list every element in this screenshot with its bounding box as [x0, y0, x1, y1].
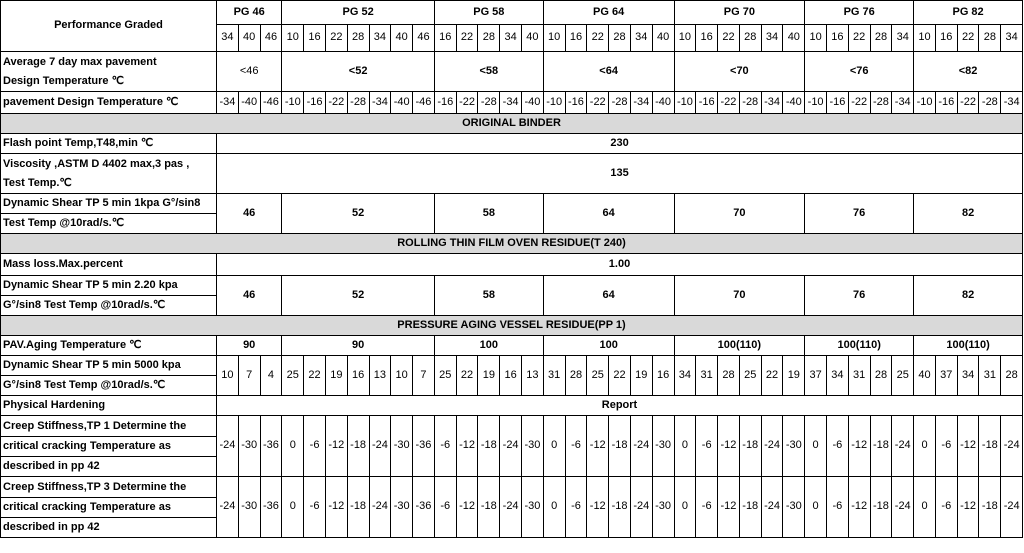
- temp-cell: -40: [522, 92, 544, 114]
- temp-cell: 31: [696, 356, 718, 396]
- temp-cell: -18: [609, 477, 631, 538]
- temp-cell: -6: [565, 477, 587, 538]
- grade-cell: 100(110): [805, 336, 914, 356]
- grade-cell: 64: [543, 194, 674, 234]
- grade-temp: 40: [652, 25, 674, 52]
- label-line: Test Temp.℃: [3, 176, 72, 189]
- temp-cell: -24: [217, 416, 239, 477]
- grade-temp: 10: [914, 25, 936, 52]
- label-line: Creep Stiffness,TP 1 Determine the: [1, 417, 216, 437]
- temp-cell: -30: [391, 477, 413, 538]
- temp-cell: -18: [347, 477, 369, 538]
- row-label: [1, 477, 217, 538]
- grade-temp: 10: [805, 25, 827, 52]
- label-line: G°/sin8 Test Temp @10rad/s.℃: [3, 299, 166, 311]
- temp-cell: -18: [979, 416, 1001, 477]
- label-line: G°/sin8 Test Temp @10rad/s.℃: [3, 379, 166, 391]
- temp-cell: 0: [674, 477, 696, 538]
- temp-cell: -12: [957, 477, 979, 538]
- row-label: Physical Hardening: [1, 396, 217, 416]
- temp-cell: -28: [609, 92, 631, 114]
- temp-cell: 37: [805, 356, 827, 396]
- temp-cell: -34: [761, 92, 783, 114]
- grade-temp: 34: [369, 25, 391, 52]
- temp-cell: -30: [652, 477, 674, 538]
- temp-cell: -6: [935, 416, 957, 477]
- grade-temp: 10: [282, 25, 304, 52]
- section-header: ROLLING THIN FILM OVEN RESIDUE(T 240): [1, 234, 1023, 254]
- temp-cell: -22: [957, 92, 979, 114]
- grade-temp: 40: [783, 25, 805, 52]
- temp-cell: -34: [500, 92, 522, 114]
- temp-cell: -40: [391, 92, 413, 114]
- temp-cell: -24: [630, 416, 652, 477]
- grade-cell: 76: [805, 194, 914, 234]
- temp-cell: -36: [260, 477, 282, 538]
- temp-cell: -22: [718, 92, 740, 114]
- value-cell: 1.00: [217, 254, 1023, 276]
- grade-cell: 52: [282, 194, 435, 234]
- temp-cell: 0: [282, 477, 304, 538]
- temp-cell: 22: [456, 356, 478, 396]
- temp-cell: -28: [979, 92, 1001, 114]
- temp-cell: -10: [674, 92, 696, 114]
- temp-cell: 19: [783, 356, 805, 396]
- table-title: Performance Graded: [1, 1, 217, 52]
- grade-temp: 16: [696, 25, 718, 52]
- grade-temp: 28: [870, 25, 892, 52]
- grade-header: PG 52: [282, 1, 435, 25]
- temp-cell: -16: [565, 92, 587, 114]
- grade-temp: 34: [892, 25, 914, 52]
- temp-cell: -40: [783, 92, 805, 114]
- grade-temp: 28: [979, 25, 1001, 52]
- temp-cell: -34: [892, 92, 914, 114]
- temp-cell: -40: [652, 92, 674, 114]
- temp-cell: -22: [325, 92, 347, 114]
- temp-cell: -36: [413, 416, 435, 477]
- temp-cell: 0: [805, 477, 827, 538]
- temp-cell: -24: [500, 477, 522, 538]
- temp-cell: 16: [500, 356, 522, 396]
- label-line: critical cracking Temperature as: [1, 437, 216, 457]
- temp-cell: 0: [282, 416, 304, 477]
- temp-cell: -6: [696, 416, 718, 477]
- temp-cell: 10: [391, 356, 413, 396]
- temp-cell: -16: [434, 92, 456, 114]
- row-label: [1, 356, 217, 396]
- temp-cell: 19: [325, 356, 347, 396]
- label-line: Design Temperature ℃: [3, 74, 124, 87]
- grade-header: PG 70: [674, 1, 805, 25]
- row-label: PAV.Aging Temperature ℃: [1, 336, 217, 356]
- temp-cell: -30: [652, 416, 674, 477]
- temp-cell: -46: [260, 92, 282, 114]
- temp-cell: 7: [238, 356, 260, 396]
- grade-header: PG 76: [805, 1, 914, 25]
- temp-cell: -30: [238, 416, 260, 477]
- grade-temp: 28: [478, 25, 500, 52]
- temp-cell: -34: [217, 92, 239, 114]
- grade-cell: 82: [914, 194, 1023, 234]
- grade-header: PG 58: [434, 1, 543, 25]
- grade-cell: 76: [805, 276, 914, 316]
- temp-cell: -6: [434, 477, 456, 538]
- temp-cell: -12: [325, 477, 347, 538]
- grade-cell: <64: [543, 52, 674, 92]
- temp-cell: -22: [456, 92, 478, 114]
- row-label: [1, 52, 217, 92]
- temp-cell: 34: [674, 356, 696, 396]
- row-label: [1, 276, 217, 316]
- grade-temp: 34: [500, 25, 522, 52]
- temp-cell: 22: [609, 356, 631, 396]
- temp-cell: -34: [630, 92, 652, 114]
- temp-cell: -24: [369, 477, 391, 538]
- temp-cell: -16: [935, 92, 957, 114]
- temp-cell: 0: [543, 477, 565, 538]
- temp-cell: -10: [914, 92, 936, 114]
- grade-temp: 16: [565, 25, 587, 52]
- temp-cell: -12: [456, 477, 478, 538]
- label-line: Dynamic Shear TP 5 min 2.20 kpa: [1, 276, 216, 296]
- grade-cell: 90: [282, 336, 435, 356]
- temp-cell: 31: [848, 356, 870, 396]
- temp-cell: -12: [848, 416, 870, 477]
- temp-cell: -34: [369, 92, 391, 114]
- row-label: [1, 416, 217, 477]
- temp-cell: 22: [761, 356, 783, 396]
- grade-temp: 10: [674, 25, 696, 52]
- grade-temp: 34: [217, 25, 239, 52]
- grade-temp: 28: [347, 25, 369, 52]
- temp-cell: 0: [805, 416, 827, 477]
- grade-temp: 16: [434, 25, 456, 52]
- temp-cell: -30: [522, 416, 544, 477]
- grade-temp: 16: [935, 25, 957, 52]
- label-line: Dynamic Shear TP 5 min 1kpa G°/sin8: [1, 194, 216, 214]
- grade-header: PG 82: [914, 1, 1023, 25]
- grade-cell: 100(110): [674, 336, 805, 356]
- temp-cell: 34: [957, 356, 979, 396]
- label-line: described in pp 42: [3, 459, 100, 472]
- temp-cell: 0: [914, 477, 936, 538]
- temp-cell: -12: [718, 416, 740, 477]
- temp-cell: -24: [1001, 416, 1023, 477]
- temp-cell: 4: [260, 356, 282, 396]
- label-line: Test Temp @10rad/s.℃: [3, 217, 125, 229]
- temp-cell: -18: [739, 477, 761, 538]
- grade-cell: 82: [914, 276, 1023, 316]
- label-line: Viscosity ,ASTM D 4402 max,3 pas ,: [3, 157, 190, 170]
- temp-cell: 25: [739, 356, 761, 396]
- row-label: Mass loss.Max.percent: [1, 254, 217, 276]
- section-header: ORIGINAL BINDER: [1, 114, 1023, 134]
- grade-temp: 34: [1001, 25, 1023, 52]
- temp-cell: -30: [783, 477, 805, 538]
- grade-temp: 22: [848, 25, 870, 52]
- temp-cell: -12: [456, 416, 478, 477]
- temp-cell: -24: [892, 477, 914, 538]
- temp-cell: -40: [238, 92, 260, 114]
- grade-temp: 16: [827, 25, 849, 52]
- grade-temp: 46: [413, 25, 435, 52]
- temp-cell: -10: [543, 92, 565, 114]
- temp-cell: -30: [783, 416, 805, 477]
- temp-cell: -12: [587, 477, 609, 538]
- grade-cell: 100: [434, 336, 543, 356]
- grade-temp: 16: [304, 25, 326, 52]
- temp-cell: -18: [739, 416, 761, 477]
- grade-cell: 58: [434, 194, 543, 234]
- temp-cell: -22: [848, 92, 870, 114]
- grade-temp: 28: [739, 25, 761, 52]
- temp-cell: -28: [870, 92, 892, 114]
- temp-cell: 31: [543, 356, 565, 396]
- temp-cell: 22: [304, 356, 326, 396]
- temp-cell: -24: [1001, 477, 1023, 538]
- grade-cell: <46: [217, 52, 282, 92]
- temp-cell: -12: [718, 477, 740, 538]
- grade-cell: <58: [434, 52, 543, 92]
- grade-temp: 40: [522, 25, 544, 52]
- temp-cell: 25: [434, 356, 456, 396]
- temp-cell: 0: [914, 416, 936, 477]
- row-label: [1, 194, 217, 234]
- row-label: [1, 154, 217, 194]
- temp-cell: -12: [848, 477, 870, 538]
- temp-cell: -18: [478, 477, 500, 538]
- temp-cell: 28: [718, 356, 740, 396]
- temp-cell: -34: [1001, 92, 1023, 114]
- label-line: Dynamic Shear TP 5 min 5000 kpa: [1, 356, 216, 376]
- grade-temp: 46: [260, 25, 282, 52]
- temp-cell: -6: [434, 416, 456, 477]
- grade-cell: 52: [282, 276, 435, 316]
- value-cell: Report: [217, 396, 1023, 416]
- temp-cell: 28: [1001, 356, 1023, 396]
- grade-cell: 58: [434, 276, 543, 316]
- temp-cell: -12: [957, 416, 979, 477]
- grade-cell: <82: [914, 52, 1023, 92]
- temp-cell: -24: [892, 416, 914, 477]
- temp-cell: -28: [478, 92, 500, 114]
- temp-cell: -18: [609, 416, 631, 477]
- temp-cell: -36: [260, 416, 282, 477]
- grade-temp: 22: [587, 25, 609, 52]
- value-cell: 230: [217, 134, 1023, 154]
- temp-cell: 37: [935, 356, 957, 396]
- temp-cell: -6: [304, 416, 326, 477]
- label-line: described in pp 42: [3, 520, 100, 533]
- grade-temp: 22: [957, 25, 979, 52]
- grade-temp: 28: [609, 25, 631, 52]
- row-label: pavement Design Temperature ℃: [1, 92, 217, 114]
- grade-cell: <70: [674, 52, 805, 92]
- temp-cell: 28: [565, 356, 587, 396]
- temp-cell: -18: [870, 477, 892, 538]
- grade-temp: 22: [325, 25, 347, 52]
- temp-cell: -6: [304, 477, 326, 538]
- temp-cell: -24: [500, 416, 522, 477]
- temp-cell: 19: [630, 356, 652, 396]
- temp-cell: -10: [805, 92, 827, 114]
- temp-cell: 0: [674, 416, 696, 477]
- temp-cell: -46: [413, 92, 435, 114]
- temp-cell: 10: [217, 356, 239, 396]
- temp-cell: -6: [827, 477, 849, 538]
- temp-cell: -36: [413, 477, 435, 538]
- temp-cell: -16: [827, 92, 849, 114]
- temp-cell: -6: [827, 416, 849, 477]
- temp-cell: -10: [282, 92, 304, 114]
- grade-cell: 64: [543, 276, 674, 316]
- grade-temp: 34: [761, 25, 783, 52]
- temp-cell: 31: [979, 356, 1001, 396]
- label-line: Average 7 day max pavement: [3, 55, 157, 68]
- temp-cell: 25: [587, 356, 609, 396]
- grade-cell: <52: [282, 52, 435, 92]
- grade-temp: 40: [238, 25, 260, 52]
- temp-cell: -16: [696, 92, 718, 114]
- temp-cell: 16: [347, 356, 369, 396]
- grade-cell: 90: [217, 336, 282, 356]
- grade-header: PG 64: [543, 1, 674, 25]
- temp-cell: 28: [870, 356, 892, 396]
- temp-cell: -24: [630, 477, 652, 538]
- temp-cell: -24: [761, 477, 783, 538]
- temp-cell: -6: [935, 477, 957, 538]
- temp-cell: -24: [369, 416, 391, 477]
- temp-cell: -24: [761, 416, 783, 477]
- temp-cell: -18: [870, 416, 892, 477]
- temp-cell: -22: [587, 92, 609, 114]
- temp-cell: -18: [347, 416, 369, 477]
- temp-cell: 13: [369, 356, 391, 396]
- row-label: Flash point Temp,T48,min ℃: [1, 134, 217, 154]
- grade-temp: 22: [456, 25, 478, 52]
- temp-cell: 7: [413, 356, 435, 396]
- temp-cell: -30: [238, 477, 260, 538]
- temp-cell: -18: [478, 416, 500, 477]
- temp-cell: 19: [478, 356, 500, 396]
- grade-cell: 46: [217, 194, 282, 234]
- label-line: Creep Stiffness,TP 3 Determine the: [1, 478, 216, 498]
- temp-cell: 16: [652, 356, 674, 396]
- temp-cell: -30: [391, 416, 413, 477]
- grade-cell: 46: [217, 276, 282, 316]
- temp-cell: 25: [892, 356, 914, 396]
- grade-cell: 100: [543, 336, 674, 356]
- temp-cell: -28: [739, 92, 761, 114]
- grade-temp: 10: [543, 25, 565, 52]
- temp-cell: -12: [325, 416, 347, 477]
- grade-temp: 40: [391, 25, 413, 52]
- temp-cell: 13: [522, 356, 544, 396]
- temp-cell: -18: [979, 477, 1001, 538]
- temp-cell: -16: [304, 92, 326, 114]
- temp-cell: -24: [217, 477, 239, 538]
- temp-cell: 25: [282, 356, 304, 396]
- temp-cell: 34: [827, 356, 849, 396]
- value-cell: 135: [217, 154, 1023, 194]
- temp-cell: -28: [347, 92, 369, 114]
- temp-cell: 40: [914, 356, 936, 396]
- grade-temp: 22: [718, 25, 740, 52]
- grade-cell: 70: [674, 194, 805, 234]
- temp-cell: -6: [696, 477, 718, 538]
- temp-cell: -12: [587, 416, 609, 477]
- section-header: PRESSURE AGING VESSEL RESIDUE(PP 1): [1, 316, 1023, 336]
- grade-cell: 70: [674, 276, 805, 316]
- grade-cell: 100(110): [914, 336, 1023, 356]
- grade-cell: <76: [805, 52, 914, 92]
- grade-temp: 34: [630, 25, 652, 52]
- temp-cell: 0: [543, 416, 565, 477]
- temp-cell: -6: [565, 416, 587, 477]
- grade-header: PG 46: [217, 1, 282, 25]
- temp-cell: -30: [522, 477, 544, 538]
- label-line: critical cracking Temperature as: [1, 498, 216, 518]
